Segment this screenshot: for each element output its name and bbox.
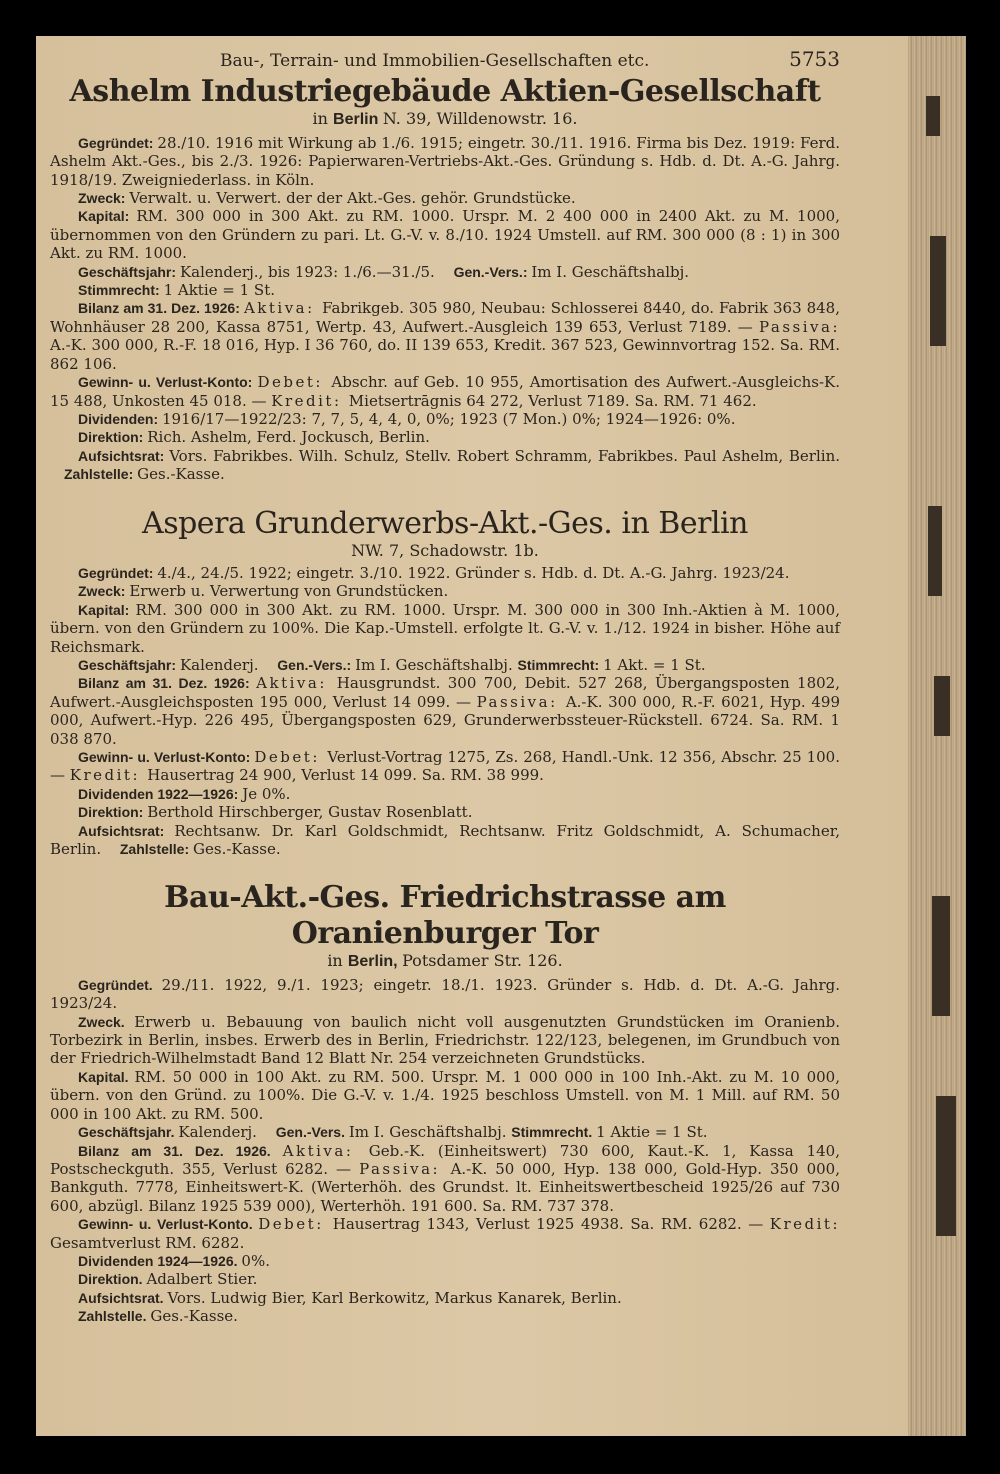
field-text: 28./10. 1916 mit Wirkung ab 1./6. 1915; eingetr. 30./11. 1916. Firma bis Dez. 1919: Ferd. Ashelm Akt.-Ges., bis 2./3. 1926: Papierwaren-Vertriebs-Akt.-Ges. Gründung s. Hdb. d. Dt. A.-G. Jahrg. 1918/19. Zweigniederlass. in Köln.: [50, 133, 840, 189]
field-text: A.-K. 50 000, Hyp. 138 000, Gold-Hyp. 350 000, Bankguth. 7778, Einheitswert-K. (Werterhöh. des Grundst. lt. Einheitswertbescheid 1925/26 auf 730 600, abzügl. Bilanz 1925 539 000), Werterhöh. 191 600. Sa. RM. 737 378.: [50, 1159, 840, 1215]
field-text: A.-K. 300 000, R.-F. 6021, Hyp. 499 000, Aufwert.-Hyp. 226 495, Übergangsposten 629, Grunderwerbssteuer-Rückstell. 6724. Sa. RM. 1 038 870.: [50, 692, 840, 748]
address-street: Potsdamer Str. 126.: [402, 951, 563, 971]
company-address: [50, 542, 840, 560]
field-text: Verlust-Vortrag 1275, Zs. 268, Handl.-Unk. 12 356, Abschr. 25 100. —: [50, 748, 840, 785]
field-key: Gewinn- u. Verlust-Konto:: [78, 374, 258, 391]
entry-paragraph: [50, 447, 840, 484]
field-key: Dividenden:: [78, 410, 163, 427]
field-text: 29./11. 1922, 9./1. 1923; eingetr. 18./1. 1923. Gründer s. Hdb. d. Dt. A.-G. Jahrg. 1923/24.: [50, 975, 840, 1013]
field-key: Stimmrecht.: [511, 1124, 597, 1141]
field-key: Kapital:: [78, 601, 136, 618]
field-key: Stimmrecht:: [78, 282, 164, 299]
field-key: Gen.-Vers.: [261, 1124, 349, 1141]
address-prefix: in: [312, 109, 334, 129]
address-city: Berlin: [333, 111, 383, 129]
page-content: [50, 47, 841, 1326]
entry-paragraph: [50, 748, 840, 785]
field-key: Zweck:: [78, 190, 130, 207]
field-key: Bilanz am 31. Dez. 1926:: [78, 300, 244, 317]
field-subkey: Aktiva:: [256, 674, 337, 693]
field-key: Gegründet.: [78, 976, 162, 993]
entry-paragraph: [50, 1252, 840, 1270]
field-text: Im I. Geschäftshalbj.: [531, 262, 690, 281]
field-key: Direktion:: [78, 429, 148, 446]
entry-paragraph: [50, 373, 840, 410]
field-text: Im I. Geschäftshalbj.: [355, 655, 518, 674]
company-title: Bau-Akt.-Ges. Friedrichstrasse am Oranienburger Tor: [164, 880, 726, 952]
field-key: Gewinn- u. Verlust-Konto.: [78, 1216, 259, 1233]
page-number: 5753: [789, 47, 840, 71]
field-text: Kalenderj.: [178, 1123, 262, 1142]
field-subkey: Passiva:: [359, 1159, 451, 1178]
field-key: Kapital:: [78, 208, 137, 225]
field-subkey: Passiva:: [758, 317, 840, 336]
entry-paragraph: [50, 263, 840, 281]
address-street: NW. 7, Schadowstr. 1b.: [351, 540, 539, 560]
company-entry: [50, 506, 840, 859]
field-subkey: Aktiva:: [243, 299, 323, 318]
field-text: 0%.: [241, 1251, 270, 1270]
company-entry: [50, 880, 840, 1325]
entry-paragraph: [50, 1123, 840, 1141]
field-text: Erwerb u. Verwertung von Grundstücken.: [129, 582, 449, 601]
field-key: Aufsichtsrat:: [78, 822, 175, 839]
entry-paragraph: [50, 976, 840, 1013]
sections: [50, 74, 840, 1325]
entry-paragraph: [50, 1270, 840, 1288]
entry-paragraph: [50, 656, 840, 674]
entry-paragraph: [50, 299, 840, 373]
company-title: Ashelm Industriegebäude Aktien-Gesellschaft: [69, 74, 821, 110]
page-edge: [908, 36, 966, 1436]
field-text: Verwalt. u. Verwert. der der Akt.-Ges. gehör. Grundstücke.: [129, 189, 576, 208]
field-text: 1 Aktie = 1 St.: [163, 281, 276, 300]
book-page: [36, 36, 966, 1436]
field-text: 1 Akt. = 1 St.: [603, 655, 706, 674]
company-title: Aspera Grunderwerbs-Akt.-Ges. in Berlin: [142, 505, 748, 541]
field-key: Gegründet:: [78, 564, 158, 581]
field-key: Aufsichtsrat.: [78, 1289, 168, 1306]
entry-paragraph: [50, 582, 840, 600]
entry-paragraph: [50, 1307, 840, 1325]
field-text: Je 0%.: [242, 784, 291, 803]
field-key: Zahlstelle.: [78, 1308, 151, 1325]
field-key: Bilanz am 31. Dez. 1926:: [78, 675, 257, 692]
field-text: Erwerb u. Bebauung von baulich nicht voll ausgenutzten Grundstücken im Oranienb. Torbezirk in Berlin, insbes. Erwerb des in Berlin, Friedrichstr. 122/123, belegenen, im Grundbuch von der Friedrich-Wilhelmstadt Band 12 Blatt Nr. 254 verzeichneten Grundstücks.: [50, 1012, 840, 1068]
field-key: Gen.-Vers.:: [263, 656, 356, 673]
field-text: Im I. Geschäftshalbj.: [348, 1123, 512, 1142]
field-text: RM. 300 000 in 300 Akt. zu RM. 1000. Urspr. M. 300 000 in 300 Inh.-Aktien à M. 1000, übern. von den Gründern zu 100%. Die Kap.-Umstell. erfolgte lt. G.-V. v. 1./12. 1924 in bisher. Höhe auf Reichsmark.: [50, 600, 840, 656]
field-text: RM. 50 000 in 100 Akt. zu RM. 500. Urspr. M. 1 000 000 in 100 Inh.-Akt. zu M. 10 000, übern. von den Gründ. zu 100%. Die G.-V. v. 1./4. 1925 beschloss Umstell. von M. 1 Mill. auf RM. 50 000 in 100 Akt. zu RM. 500.: [50, 1067, 840, 1123]
field-text: Geb.-K. (Einheitswert) 730 600, Kaut.-K. 1, Kassa 140, Postscheckguth. 355, Verlust 6282. —: [50, 1141, 840, 1178]
field-text: Ges.-Kasse.: [137, 465, 225, 484]
entry-paragraph: [50, 1068, 840, 1123]
entry-paragraph: [50, 601, 840, 656]
address-street: N. 39, Willdenowstr. 16.: [382, 109, 578, 129]
field-key: Aufsichtsrat:: [78, 447, 170, 464]
field-text: 4./4., 24./5. 1922; eingetr. 3./10. 1922. Gründer s. Hdb. d. Dt. A.-G. Jahrg. 1923/24.: [157, 563, 790, 582]
field-text: 1 Aktie = 1 St.: [596, 1123, 708, 1142]
field-subkey: Kredit:: [769, 1215, 841, 1234]
field-text: Adalbert Stier.: [146, 1270, 258, 1289]
entry-paragraph: [50, 1142, 840, 1216]
field-key: Geschäftsjahr:: [78, 656, 180, 673]
field-text: Hausgrundst. 300 700, Debit. 527 268, Übergangsposten 1802, Aufwert.-Ausgleichsposten 195 000, Verlust 14 099. —: [50, 674, 840, 711]
field-key: Zahlstelle:: [50, 466, 138, 483]
field-text: Rechtsanw. Dr. Karl Goldschmidt, Rechtsanw. Fritz Goldschmidt, A. Schumacher, Berlin.: [50, 821, 841, 859]
entry-paragraph: [50, 189, 840, 207]
field-key: Zahlstelle:: [105, 841, 194, 858]
entry-paragraph: [50, 134, 840, 189]
field-key: Geschäftsjahr.: [78, 1124, 179, 1141]
field-subkey: Debet:: [258, 1215, 333, 1234]
entry-paragraph: [50, 1013, 840, 1068]
field-key: Bilanz am 31. Dez. 1926.: [78, 1142, 283, 1159]
field-text: Ges.-Kasse.: [150, 1307, 238, 1326]
field-text: Fabrikgeb. 305 980, Neubau: Schlosserei 8440, do. Fabrik 363 848, Wohnhäuser 28 200, Kassa 8751, Wertp. 43, Aufwert.-Ausgleich 139 653, Verlust 7189. —: [50, 299, 840, 336]
field-text: Vors. Ludwig Bier, Karl Berkowitz, Markus Kanarek, Berlin.: [167, 1288, 622, 1307]
company-address: [50, 110, 840, 129]
field-text: Kalenderj.: [179, 655, 264, 674]
field-text: Kalenderj., bis 1923: 1./6.—31./5.: [179, 262, 440, 281]
field-key: Zweck.: [78, 1013, 135, 1030]
company-entry: [50, 74, 840, 483]
entry-paragraph: [50, 785, 840, 803]
field-text: Hausertrag 1343, Verlust 1925 4938. Sa. RM. 6282. —: [332, 1215, 770, 1234]
field-key: Kapital.: [78, 1068, 135, 1085]
field-key: Direktion.: [78, 1271, 147, 1288]
field-text: 1916/17—1922/23: 7, 7, 5, 4, 4, 0, 0%; 1923 (7 Mon.) 0%; 1924—1926: 0%.: [162, 409, 736, 428]
field-text: Ges.-Kasse.: [193, 840, 281, 859]
field-subkey: Aktiva:: [282, 1141, 369, 1160]
field-text: A.-K. 300 000, R.-F. 18 016, Hyp. I 36 760, do. II 139 653, Kredit. 367 523, Gewinnvortrag 152. Sa. RM. 862 106.: [50, 336, 840, 373]
field-subkey: Kredit:: [271, 391, 349, 410]
entry-paragraph: [50, 428, 840, 446]
field-key: Dividenden 1922—1926:: [78, 785, 243, 802]
field-text: Berthold Hirschberger, Gustav Rosenblatt.: [147, 803, 473, 822]
field-key: Zweck:: [78, 583, 130, 600]
entry-paragraph: [50, 1289, 840, 1307]
field-key: Stimmrecht:: [517, 656, 604, 673]
entry-paragraph: [50, 803, 840, 821]
field-subkey: Debet:: [254, 748, 328, 766]
field-text: Mietsertrāgnis 64 272, Verlust 7189. Sa. RM. 71 462.: [348, 391, 757, 410]
entry-paragraph: [50, 281, 840, 299]
running-title: Bau-, Terrain- und Immobilien-Gesellschaften etc.: [220, 51, 650, 71]
field-subkey: Passiva:: [476, 692, 566, 711]
field-text: Hausertrag 24 900, Verlust 14 099. Sa. RM. 38 999.: [147, 766, 544, 785]
entry-paragraph: [50, 410, 840, 428]
field-text: Rich. Ashelm, Ferd. Jockusch, Berlin.: [147, 428, 430, 447]
entry-paragraph: [50, 207, 840, 262]
field-key: Gewinn- u. Verlust-Konto:: [78, 749, 255, 765]
field-text: Gesamtverlust RM. 6282.: [50, 1233, 245, 1252]
entry-paragraph: [50, 822, 840, 859]
company-address: [50, 952, 840, 971]
page-header: [50, 47, 840, 71]
field-key: Direktion:: [78, 804, 148, 821]
field-key: Dividenden 1924—1926.: [78, 1252, 242, 1269]
field-text: RM. 300 000 in 300 Akt. zu RM. 1000. Urspr. M. 2 400 000 in 2400 Akt. zu M. 1000, übernommen von den Gründern zu pari. Lt. G.-V. v. 8./10. 1924 Umstell. auf RM. 300 000 (8 : 1) in 300 Akt. zu RM. 1000.: [50, 207, 840, 263]
field-key: Geschäftsjahr:: [78, 263, 180, 280]
address-city: Berlin,: [347, 953, 403, 971]
field-subkey: Kredit:: [69, 766, 148, 785]
entry-paragraph: [50, 674, 840, 748]
field-text: Vors. Fabrikbes. Wilh. Schulz, Stellv. Robert Schramm, Fabrikbes. Paul Ashelm, Berlin.: [169, 446, 841, 465]
field-key: Gen.-Vers.:: [439, 263, 532, 280]
field-text: Abschr. auf Geb. 10 955, Amortisation des Aufwert.-Ausgleichs-K. 15 488, Unkosten 45 018. —: [50, 373, 841, 410]
address-prefix: in: [327, 951, 348, 971]
field-subkey: Debet:: [257, 373, 332, 392]
entry-paragraph: [50, 564, 840, 582]
entry-paragraph: [50, 1215, 840, 1252]
field-key: Gegründet:: [78, 134, 158, 151]
